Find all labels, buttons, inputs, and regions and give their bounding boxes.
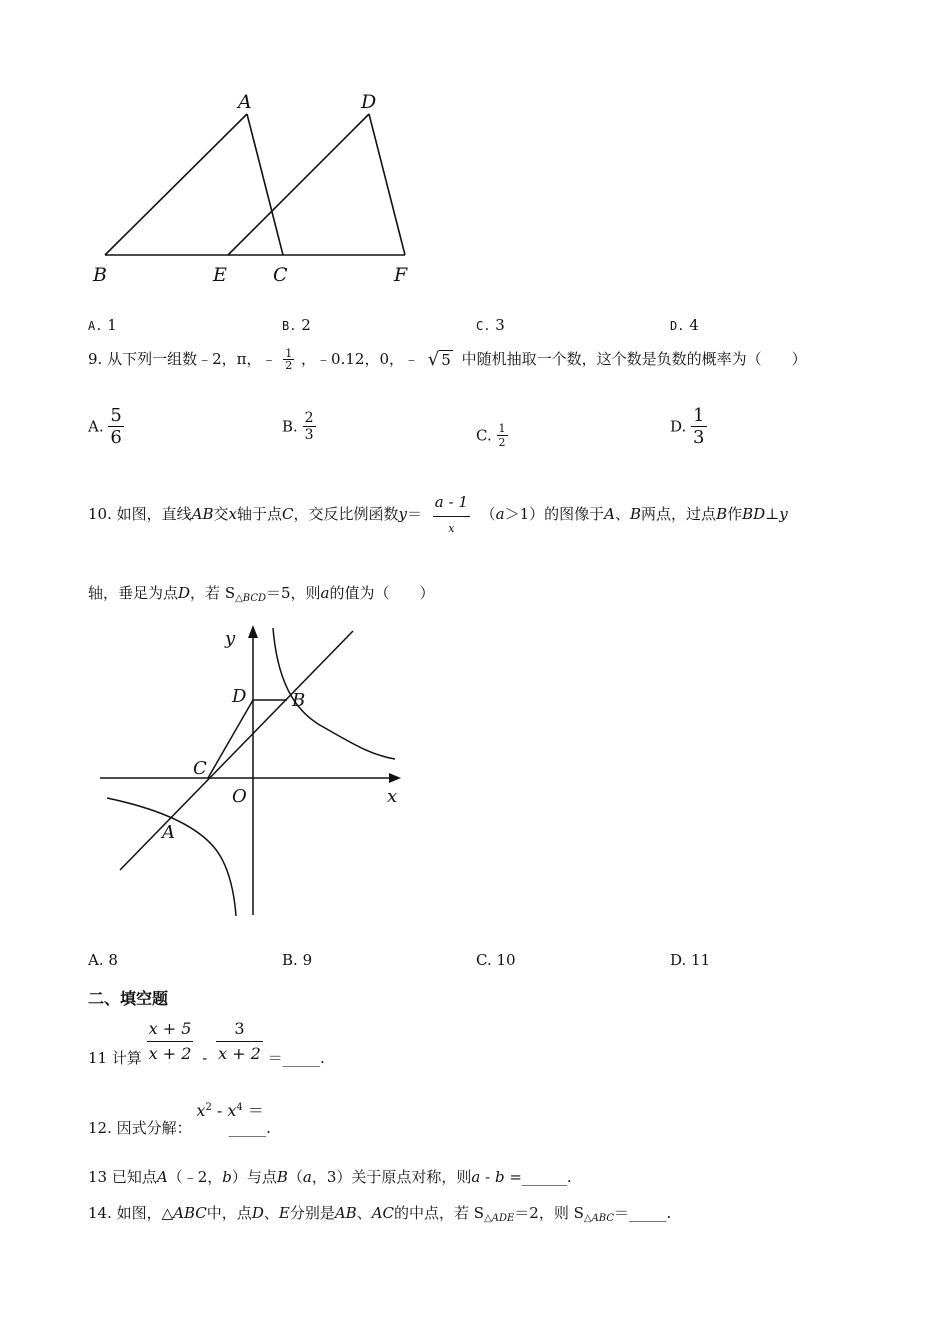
q10-cond-open: （ <box>480 505 496 523</box>
q10-A: A <box>604 505 615 523</box>
q14-text-h: ＝_____. <box>614 1204 672 1222</box>
q10-x: x <box>228 505 237 523</box>
q10-perp: ⊥ <box>765 505 780 523</box>
q9-prefix: 9. 从下列一组数﹣2，π，﹣ <box>88 350 277 368</box>
q9-option-d[interactable]: D. $\frac{1}{3}$ <box>670 405 705 448</box>
question-14 <box>88 1202 671 1224</box>
q14-text-e: 、 <box>356 1204 372 1222</box>
q9-mid: ，﹣0.12，0，﹣ <box>301 350 419 368</box>
q14-text-g: ＝2，则 S <box>514 1204 584 1222</box>
segment-AB <box>105 114 247 255</box>
q10-D: D <box>178 584 191 602</box>
q14-D: D <box>251 1204 264 1222</box>
question-13 <box>88 1166 572 1187</box>
q10-text-b: 交 <box>213 505 229 523</box>
figure-triangles <box>80 85 430 295</box>
q12-suffix: _____. <box>228 1119 271 1137</box>
q10-y: y <box>398 505 407 523</box>
label-A: A <box>238 91 252 113</box>
q14-ABC: ABC <box>173 1204 207 1222</box>
q10-option-c[interactable]: C. 10 <box>476 951 516 969</box>
question-10-line1 <box>88 495 788 534</box>
q13-text-c: ）与点 <box>231 1168 277 1186</box>
segment-DF <box>369 114 405 255</box>
label-y: y <box>225 628 236 649</box>
question-11 <box>88 1020 325 1067</box>
section-title: 二、填空题 <box>88 989 169 1008</box>
q11-suffix: ＝_____. <box>267 1049 325 1068</box>
q14-text-a: 14. 如图，△ <box>88 1204 174 1222</box>
q8-option-d[interactable]: D. 4 <box>670 316 699 334</box>
q14-sub-ade: △ADE <box>484 1213 515 1224</box>
q14-text-c: 、 <box>263 1204 279 1222</box>
q9-suffix: 中随机抽取一个数，这个数是负数的概率为（ ） <box>461 350 807 368</box>
segment-ED <box>228 114 369 255</box>
label-x: x <box>387 786 398 807</box>
q8-option-b[interactable]: B. 2 <box>282 316 311 334</box>
q10-option-a[interactable]: A. 8 <box>88 951 118 969</box>
q14-text-f: 的中点，若 S <box>394 1204 485 1222</box>
q10-option-b[interactable]: B. 9 <box>282 951 313 969</box>
q8-option-c[interactable]: C. 3 <box>476 316 505 334</box>
q10-line2-c: ＝5，则 <box>266 584 321 602</box>
q10-B2: B <box>716 505 728 523</box>
q14-AB: AB <box>334 1204 357 1222</box>
q13-text-a: 13 已知点 <box>88 1168 157 1186</box>
label-C: C <box>193 758 207 779</box>
label-E: E <box>213 264 227 286</box>
q10-cond-rest: ＞1）的图像于 <box>504 505 605 523</box>
q10-B: B <box>630 505 642 523</box>
q9-option-a[interactable]: A. $\frac{5}{6}$ <box>88 405 122 448</box>
q10-text-a: 10. 如图，直线 <box>88 505 192 523</box>
q9-sqrt: √ 5 <box>427 348 451 370</box>
q14-sub-abc: △ABC <box>583 1213 614 1224</box>
q10-line2-a: 轴，垂足为点 <box>88 584 179 602</box>
label-O: O <box>232 786 247 807</box>
q10-cond-a: a <box>495 505 505 523</box>
label-D: D <box>232 686 247 707</box>
y-axis-arrow-icon <box>248 625 258 638</box>
hyperbola-branch-lower <box>107 798 236 916</box>
q13-text-e: ，3）关于原点对称，则 <box>311 1168 472 1186</box>
q10-a2: a <box>320 584 330 602</box>
question-12 <box>88 1103 271 1136</box>
q10-fraction: $\frac{a - 1}{x}$ <box>434 493 468 535</box>
q13-text-f: =______. <box>504 1168 572 1186</box>
q12-prefix: 12. 因式分解： <box>88 1119 192 1137</box>
x-axis-arrow-icon <box>389 773 401 783</box>
label-A: A <box>162 822 175 843</box>
label-B: B <box>292 690 306 711</box>
q14-text-b: 中，点 <box>206 1204 252 1222</box>
q10-sub-bcd: △BCD <box>235 593 266 604</box>
q13-A: A <box>156 1168 168 1186</box>
label-F: F <box>394 264 408 286</box>
q11-fraction-1: $\frac{x + 5}{x + 2}$ <box>148 1019 192 1063</box>
q10-text-c: 轴于点 <box>236 505 282 523</box>
q13-expr: a - b <box>471 1168 505 1186</box>
q13-b: b <box>222 1168 232 1186</box>
q10-AB: AB <box>191 505 214 523</box>
q11-fraction-2: $\frac{3}{x + 2}$ <box>218 1019 261 1063</box>
q10-eq: ＝ <box>406 505 422 523</box>
q10-C: C <box>281 505 294 523</box>
segment-AC <box>247 114 283 255</box>
question-10-line2 <box>88 582 435 604</box>
label-C: C <box>273 264 288 286</box>
q13-a: a <box>302 1168 312 1186</box>
q12-expression: $x^2 - x^4$ ＝ <box>196 1101 264 1120</box>
q10-text-d: ，交反比例函数 <box>293 505 399 523</box>
q10-option-d[interactable]: D. 11 <box>670 951 711 969</box>
label-B: B <box>93 264 107 286</box>
q11-minus: - <box>202 1049 208 1068</box>
q8-option-a[interactable]: A. 1 <box>88 316 117 334</box>
q10-text-e: 两点，过点 <box>641 505 717 523</box>
q13-text-b: （﹣2， <box>167 1168 223 1186</box>
q9-option-c[interactable]: C. $\frac{1}{2}$ <box>476 422 506 449</box>
q13-B: B <box>276 1168 288 1186</box>
q10-y2: y <box>779 505 788 523</box>
q11-prefix: 11 计算 <box>88 1049 142 1068</box>
line-AB <box>120 631 353 870</box>
q14-AC: AC <box>371 1204 395 1222</box>
segment-CD <box>208 700 253 778</box>
q10-BD: BD <box>742 505 766 523</box>
q10-line2-b: ，若 S <box>190 584 236 602</box>
q10-line2-d: 的值为（ ） <box>329 584 435 602</box>
figure-coordinate-plane <box>95 620 415 920</box>
q10-text-f: 作 <box>727 505 743 523</box>
q9-half-fraction: $\frac{1}{2}$ <box>285 347 293 372</box>
q10-sep: 、 <box>615 505 631 523</box>
q14-E: E <box>278 1204 290 1222</box>
label-D: D <box>361 91 377 113</box>
q14-text-d: 分别是 <box>289 1204 335 1222</box>
q13-text-d: （ <box>287 1168 303 1186</box>
question-9 <box>88 348 807 371</box>
q9-option-b[interactable]: B. $\frac{2}{3}$ <box>282 410 314 443</box>
